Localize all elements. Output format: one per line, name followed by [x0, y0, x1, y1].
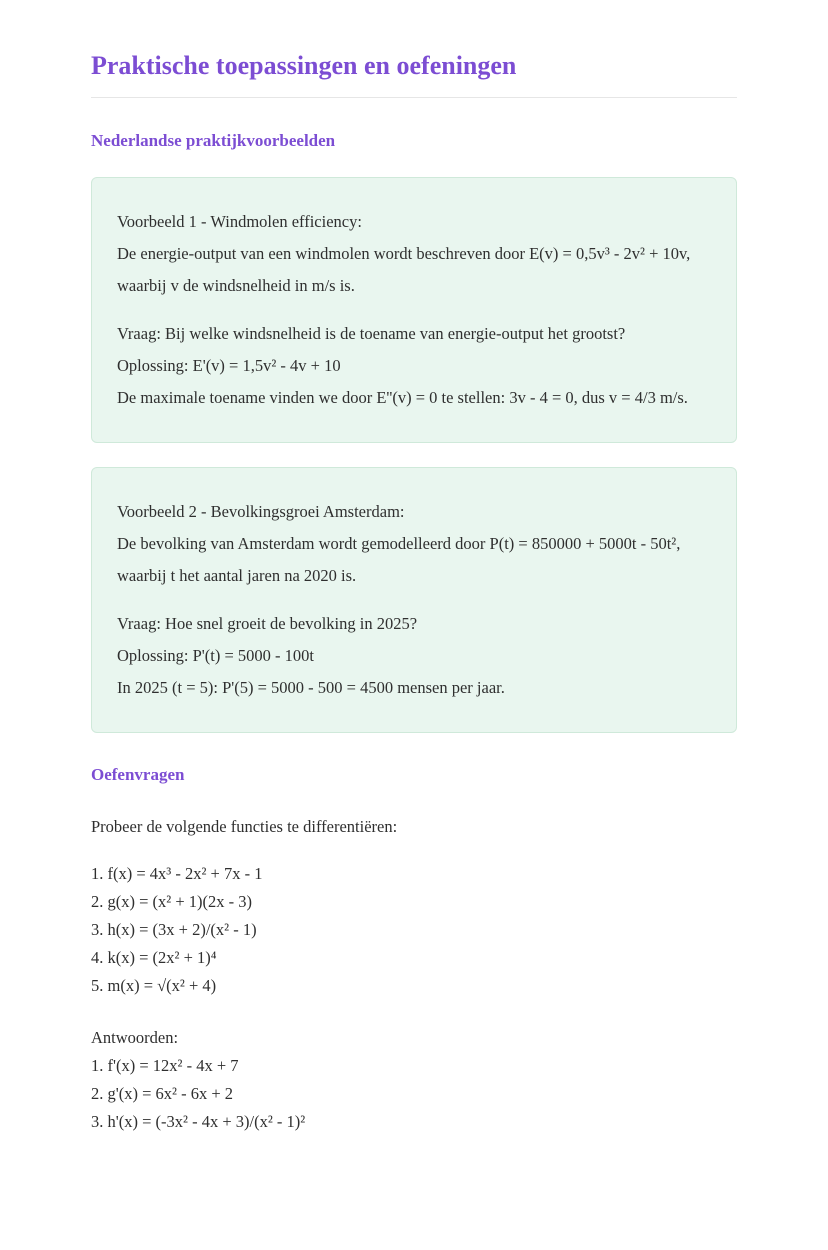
- answer-item: 1. f'(x) = 12x² - 4x + 7: [91, 1056, 239, 1076]
- exercises-list: [91, 860, 737, 1000]
- example1-solution-line: Oplossing: E'(v) = 1,5v² - 4v + 10: [117, 355, 341, 375]
- document-content: [91, 0, 737, 1250]
- answer-item: 3. h'(x) = (-3x² - 4x + 3)/(x² - 1)²: [91, 1112, 306, 1132]
- example2-formula-line: De bevolking van Amsterdam wordt gemodelleerd door P(t) = 850000 + 5000t - 50t²,: [117, 533, 681, 553]
- exercise-item: 4. k(x) = (2x² + 1)⁴: [91, 948, 217, 968]
- example1-question-line: Vraag: Bij welke windsnelheid is de toename van energie-output het grootst?: [117, 323, 626, 343]
- example2-question-line: Vraag: Hoe snel groeit de bevolking in 2025?: [117, 613, 418, 633]
- example2-title-line: Voorbeeld 2 - Bevolkingsgroei Amsterdam:: [117, 501, 405, 521]
- example2-paragraph-1: [117, 496, 711, 592]
- exercise-item: 1. f(x) = 4x³ - 2x² + 7x - 1: [91, 864, 263, 884]
- example-card-windmolen: [91, 177, 737, 443]
- title-divider: [91, 97, 737, 98]
- page-title: Praktische toepassingen en oefeningen: [91, 51, 517, 80]
- example1-paragraph-2: [117, 318, 711, 414]
- example2-paragraph-2: [117, 608, 711, 704]
- example2-conclusion-line: In 2025 (t = 5): P'(5) = 5000 - 500 = 4500 mensen per jaar.: [117, 677, 505, 697]
- answer-item: 2. g'(x) = 6x² - 6x + 2: [91, 1084, 234, 1104]
- exercises-intro: Probeer de volgende functies te differentiëren:: [91, 817, 398, 837]
- example1-conclusion-line: De maximale toename vinden we door E''(v) = 0 te stellen: 3v - 4 = 0, dus v = 4/3 m/s.: [117, 387, 688, 407]
- exercise-item: 5. m(x) = √(x² + 4): [91, 976, 217, 996]
- example1-paragraph-1: [117, 206, 711, 302]
- example1-context-line: waarbij v de windsnelheid in m/s is.: [117, 275, 355, 295]
- answers-heading: Antwoorden:: [91, 1028, 179, 1048]
- example1-title-line: Voorbeeld 1 - Windmolen efficiency:: [117, 211, 362, 231]
- example2-context-line: waarbij t het aantal jaren na 2020 is.: [117, 565, 357, 585]
- exercise-item: 2. g(x) = (x² + 1)(2x - 3): [91, 892, 253, 912]
- answers-list: [91, 1024, 737, 1136]
- exercise-item: 3. h(x) = (3x + 2)/(x² - 1): [91, 920, 257, 940]
- bottom-whitespace: [91, 1160, 737, 1250]
- example1-formula-line: De energie-output van een windmolen wordt beschreven door E(v) = 0,5v³ - 2v² + 10v,: [117, 243, 691, 263]
- example2-solution-line: Oplossing: P'(t) = 5000 - 100t: [117, 645, 314, 665]
- section-heading-exercises: Oefenvragen: [91, 764, 185, 784]
- example-card-bevolkingsgroei: [91, 467, 737, 733]
- section-heading-examples: Nederlandse praktijkvoorbeelden: [91, 130, 336, 150]
